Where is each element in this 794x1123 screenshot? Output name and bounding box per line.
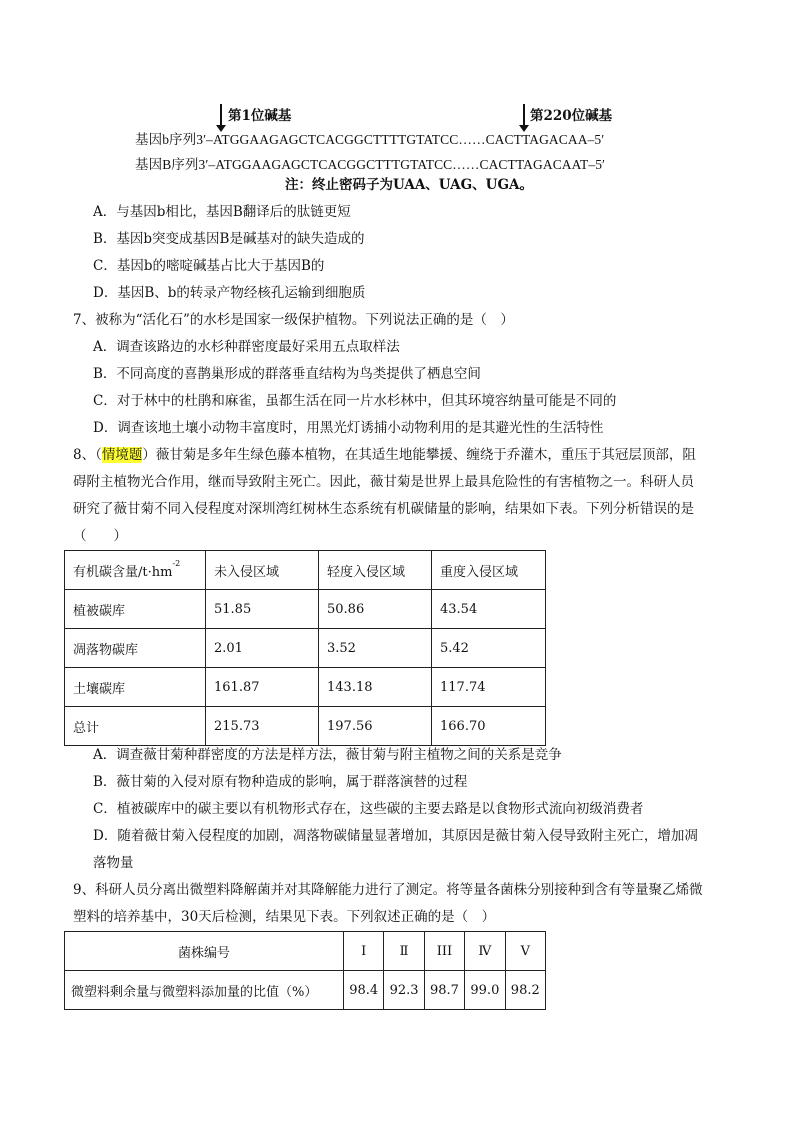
table-header-row [65, 551, 546, 590]
q7-stem: 7、被称为“活化石”的水杉是国家一级保护植物。下列说法正确的是（ ） [73, 312, 514, 328]
table-cell: 2.01 [206, 629, 319, 668]
q7-option-b: B．不同高度的喜鹊巢形成的群落垂直结构为鸟类提供了栖息空间 [93, 366, 481, 382]
table-header-cell: 重度入侵区域 [432, 551, 546, 590]
gene-b-sequence: 基因b序列3′–ATGGAAGAGCTCACGGCTTTTGTATCC……CACTTAGACAA–5′ [135, 132, 605, 147]
table-row [65, 629, 546, 668]
table-cell: 92.3 [384, 971, 424, 1010]
scenario-tag: 情境题 [101, 447, 143, 463]
q8-option-d: D．随着薇甘菊入侵程度的加剧，凋落物碳储量显著增加，其原因是薇甘菊入侵导致附主死亡，增加凋 [93, 828, 698, 844]
table-cell: 微塑料剩余量与微塑料添加量的比值（%） [65, 971, 344, 1010]
q9-stem-line2: 塑料的培养基中，30天后检测，结果见下表。下列叙述正确的是（ ） [73, 909, 496, 925]
table-header-cell: I [344, 932, 384, 971]
table-header-cell: 未入侵区域 [206, 551, 319, 590]
table-header-cell: 轻度入侵区域 [319, 551, 432, 590]
q8-number: 8、（ [73, 447, 102, 463]
table-header-cell: V [505, 932, 545, 971]
table-header-cell: 有机碳含量$/t\cdot hm^{-2}$ [65, 551, 206, 590]
table-cell: 51.85 [206, 590, 319, 629]
table-cell: 50.86 [319, 590, 432, 629]
table-cell: 117.74 [432, 668, 546, 707]
stop-codon-note: 注：终止密码子为UAA、UAG、UGA。 [285, 177, 533, 193]
table-cell: 161.87 [206, 668, 319, 707]
microplastic-table [64, 931, 546, 1010]
q6-option-c: C．基因b的嘧啶碱基占比大于基因B的 [93, 258, 325, 274]
table-cell: 98.2 [505, 971, 545, 1010]
pos1-label: 第1位碱基 [228, 108, 292, 124]
table-row [65, 971, 546, 1010]
q7-option-a: A．调查该路边的水杉种群密度最好采用五点取样法 [93, 339, 400, 355]
q6-option-a: A．与基因b相比，基因B翻译后的肽链更短 [93, 204, 351, 220]
table-cell: 197.56 [319, 707, 432, 746]
table-cell: 土壤碳库 [65, 668, 206, 707]
q6-option-d: D．基因B、b的转录产物经核孔运输到细胞质 [93, 285, 366, 301]
table-header-cell: III [424, 932, 464, 971]
table-header-cell: Ⅱ [384, 932, 424, 971]
q9-stem-line1: 9、科研人员分离出微塑料降解菌并对其降解能力进行了测定。将等量各菌株分别接种到含有等量聚乙烯微 [73, 882, 703, 898]
table-cell: 凋落物碳库 [65, 629, 206, 668]
pos220-label: 第220位碱基 [530, 108, 613, 124]
q8-option-b: B．薇甘菊的入侵对原有物种造成的影响，属于群落演替的过程 [93, 774, 468, 790]
table-cell: 总计 [65, 707, 206, 746]
q8-stem-line1 [73, 445, 696, 465]
table-header-row [65, 932, 546, 971]
q7-option-c: C．对于林中的杜鹃和麻雀，虽都生活在同一片水杉林中，但其环境容纳量可能是不同的 [93, 393, 617, 409]
carbon-storage-table [64, 550, 546, 746]
pos220-arrow-icon [523, 104, 525, 126]
table-cell: 植被碳库 [65, 590, 206, 629]
q8-option-a: A．调查薇甘菊种群密度的方法是样方法，薇甘菊与附主植物之间的关系是竞争 [93, 747, 562, 763]
q8-stem-text: ）薇甘菊是多年生绿色藤本植物，在其适生地能攀援、缠绕于乔灌木，重压于其冠层顶部，阻 [142, 447, 696, 463]
table-row [65, 707, 546, 746]
table-cell: 215.73 [206, 707, 319, 746]
q8-answer-bracket: （ ） [73, 528, 127, 544]
q7-option-d: D．调查该地土壤小动物丰富度时，用黑光灯诱捕小动物利用的是其避光性的生活特性 [93, 420, 604, 436]
table-header-cell: Ⅳ [465, 932, 505, 971]
q8-option-c: C．植被碳库中的碳主要以有机物形式存在，这些碳的主要去路是以食物形式流向初级消费者 [93, 801, 644, 817]
q8-option-d-continued: 落物量 [93, 855, 134, 871]
table-row [65, 590, 546, 629]
q8-stem-line2: 碍附主植物光合作用，继而导致附主死亡。因此，薇甘菊是世界上最具危险性的有害植物之一。科研人员 [73, 474, 694, 490]
table-cell: 166.70 [432, 707, 546, 746]
table-cell: 143.18 [319, 668, 432, 707]
table-cell: 98.4 [344, 971, 384, 1010]
table-cell: 98.7 [424, 971, 464, 1010]
gene-B-sequence: 基因B序列3′–ATGGAAGAGCTCACGGCTTTGTATCC……CACTTAGACAAT–5′ [135, 157, 606, 172]
table-row [65, 668, 546, 707]
table-cell: 99.0 [465, 971, 505, 1010]
table-cell: 3.52 [319, 629, 432, 668]
q6-option-b: B．基因b突变成基因B是碱基对的缺失造成的 [93, 231, 365, 247]
table-cell: 43.54 [432, 590, 546, 629]
table-cell: 5.42 [432, 629, 546, 668]
pos1-arrow-icon [220, 104, 222, 126]
q8-stem-line3: 研究了薇甘菊不同入侵程度对深圳湾红树林生态系统有机碳储量的影响，结果如下表。下列分析错误的是 [73, 501, 694, 517]
table-header-cell: 菌株编号 [65, 932, 344, 971]
